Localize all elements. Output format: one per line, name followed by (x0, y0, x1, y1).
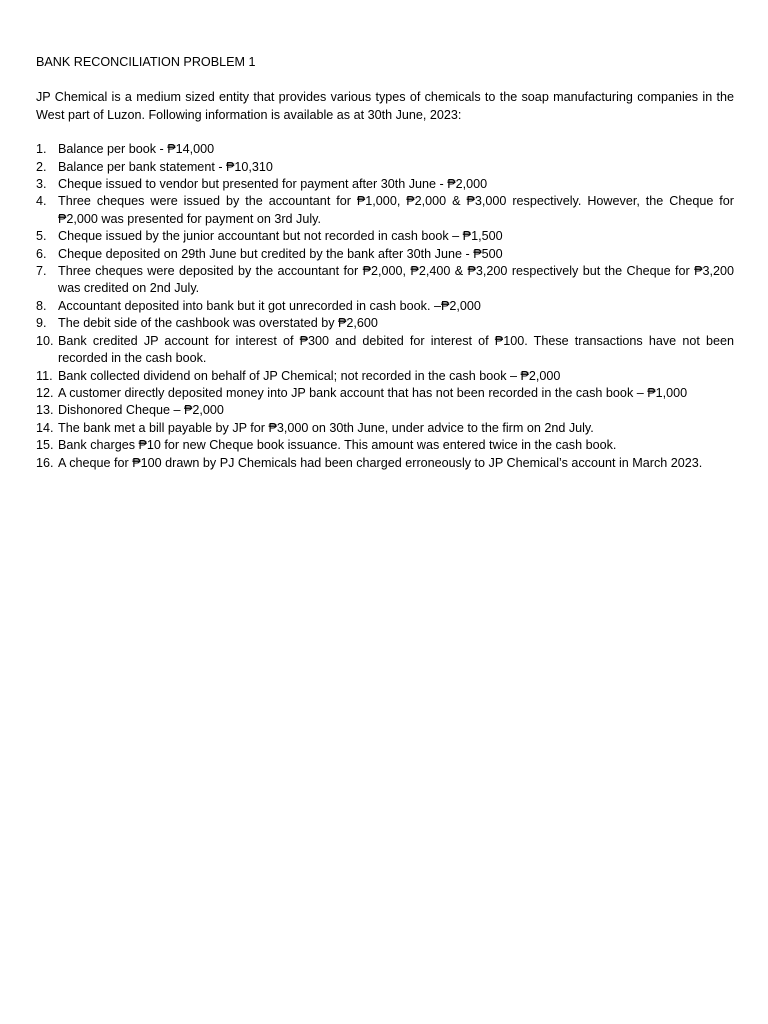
item-text: Bank charges ₱10 for new Cheque book issuance. This amount was entered twice in the cash book. (58, 438, 617, 453)
list-item (36, 315, 734, 332)
item-number: 13. (36, 403, 54, 418)
item-text: Dishonored Cheque – ₱2,000 (58, 403, 224, 418)
intro-paragraph: JP Chemical is a medium sized entity that provides various types of chemicals to the soap manufacturing companies in the West part of Luzon. Following information is available as at 30th June, 2023: (36, 90, 734, 122)
item-number: 14. (36, 420, 54, 435)
item-number: 3. (36, 177, 47, 192)
list-item (36, 455, 734, 472)
item-text: Balance per bank statement - ₱10,310 (58, 159, 273, 174)
item-text: The debit side of the cashbook was overstated by ₱2,600 (58, 316, 378, 331)
list-item (36, 246, 734, 263)
list-item (36, 141, 734, 158)
item-number: 7. (36, 264, 47, 279)
item-text: Accountant deposited into bank but it got unrecorded in cash book. –₱2,000 (58, 298, 481, 313)
item-text: Cheque issued by the junior accountant but not recorded in cash book – ₱1,500 (58, 229, 503, 244)
item-number: 9. (36, 316, 47, 331)
item-text: Bank collected dividend on behalf of JP Chemical; not recorded in the cash book – ₱2,000 (58, 368, 561, 383)
item-number: 12. (36, 385, 54, 400)
list-item (36, 228, 734, 245)
item-text: A customer directly deposited money into JP bank account that has not been recorded in the cash book – ₱1,000 (58, 385, 688, 400)
item-text: Cheque deposited on 29th June but credited by the bank after 30th June - ₱500 (58, 246, 503, 261)
list-item (36, 402, 734, 419)
item-number: 11. (36, 368, 53, 383)
item-text: A cheque for ₱100 drawn by PJ Chemicals had been charged erroneously to JP Chemical’s account in March 2023. (58, 455, 703, 470)
item-text: Three cheques were deposited by the accountant for ₱2,000, ₱2,400 & ₱3,200 respectively but the Cheque for ₱3,200 was credited on 2nd July. (58, 264, 734, 296)
item-number: 4. (36, 194, 47, 209)
item-text: The bank met a bill payable by JP for ₱3,000 on 30th June, under advice to the firm on 2nd July. (58, 420, 594, 435)
item-number: 8. (36, 298, 47, 313)
problem-items-list (36, 141, 734, 472)
item-number: 16. (36, 455, 54, 470)
item-number: 2. (36, 159, 47, 174)
item-number: 5. (36, 229, 47, 244)
list-item (36, 437, 734, 454)
list-item (36, 368, 734, 385)
item-text: Balance per book - ₱14,000 (58, 142, 215, 157)
list-item (36, 193, 734, 228)
list-item (36, 333, 734, 368)
item-text: Three cheques were issued by the accountant for ₱1,000, ₱2,000 & ₱3,000 respectively. However, the Cheque for ₱2,000 was presented for payment on 3rd July. (58, 194, 734, 226)
list-item (36, 385, 734, 402)
item-number: 6. (36, 246, 47, 261)
list-item (36, 176, 734, 193)
item-number: 10. (36, 333, 54, 348)
list-item (36, 263, 734, 298)
item-text: Cheque issued to vendor but presented for payment after 30th June - ₱2,000 (58, 177, 488, 192)
document-title: BANK RECONCILIATION PROBLEM 1 (36, 55, 256, 69)
item-text: Bank credited JP account for interest of ₱300 and debited for interest of ₱100. These transactions have not been recorded in the cash book. (58, 333, 734, 366)
document-page (36, 54, 734, 472)
list-item (36, 298, 734, 315)
item-number: 15. (36, 438, 54, 453)
list-item (36, 159, 734, 176)
item-number: 1. (36, 142, 47, 157)
list-item (36, 420, 734, 437)
